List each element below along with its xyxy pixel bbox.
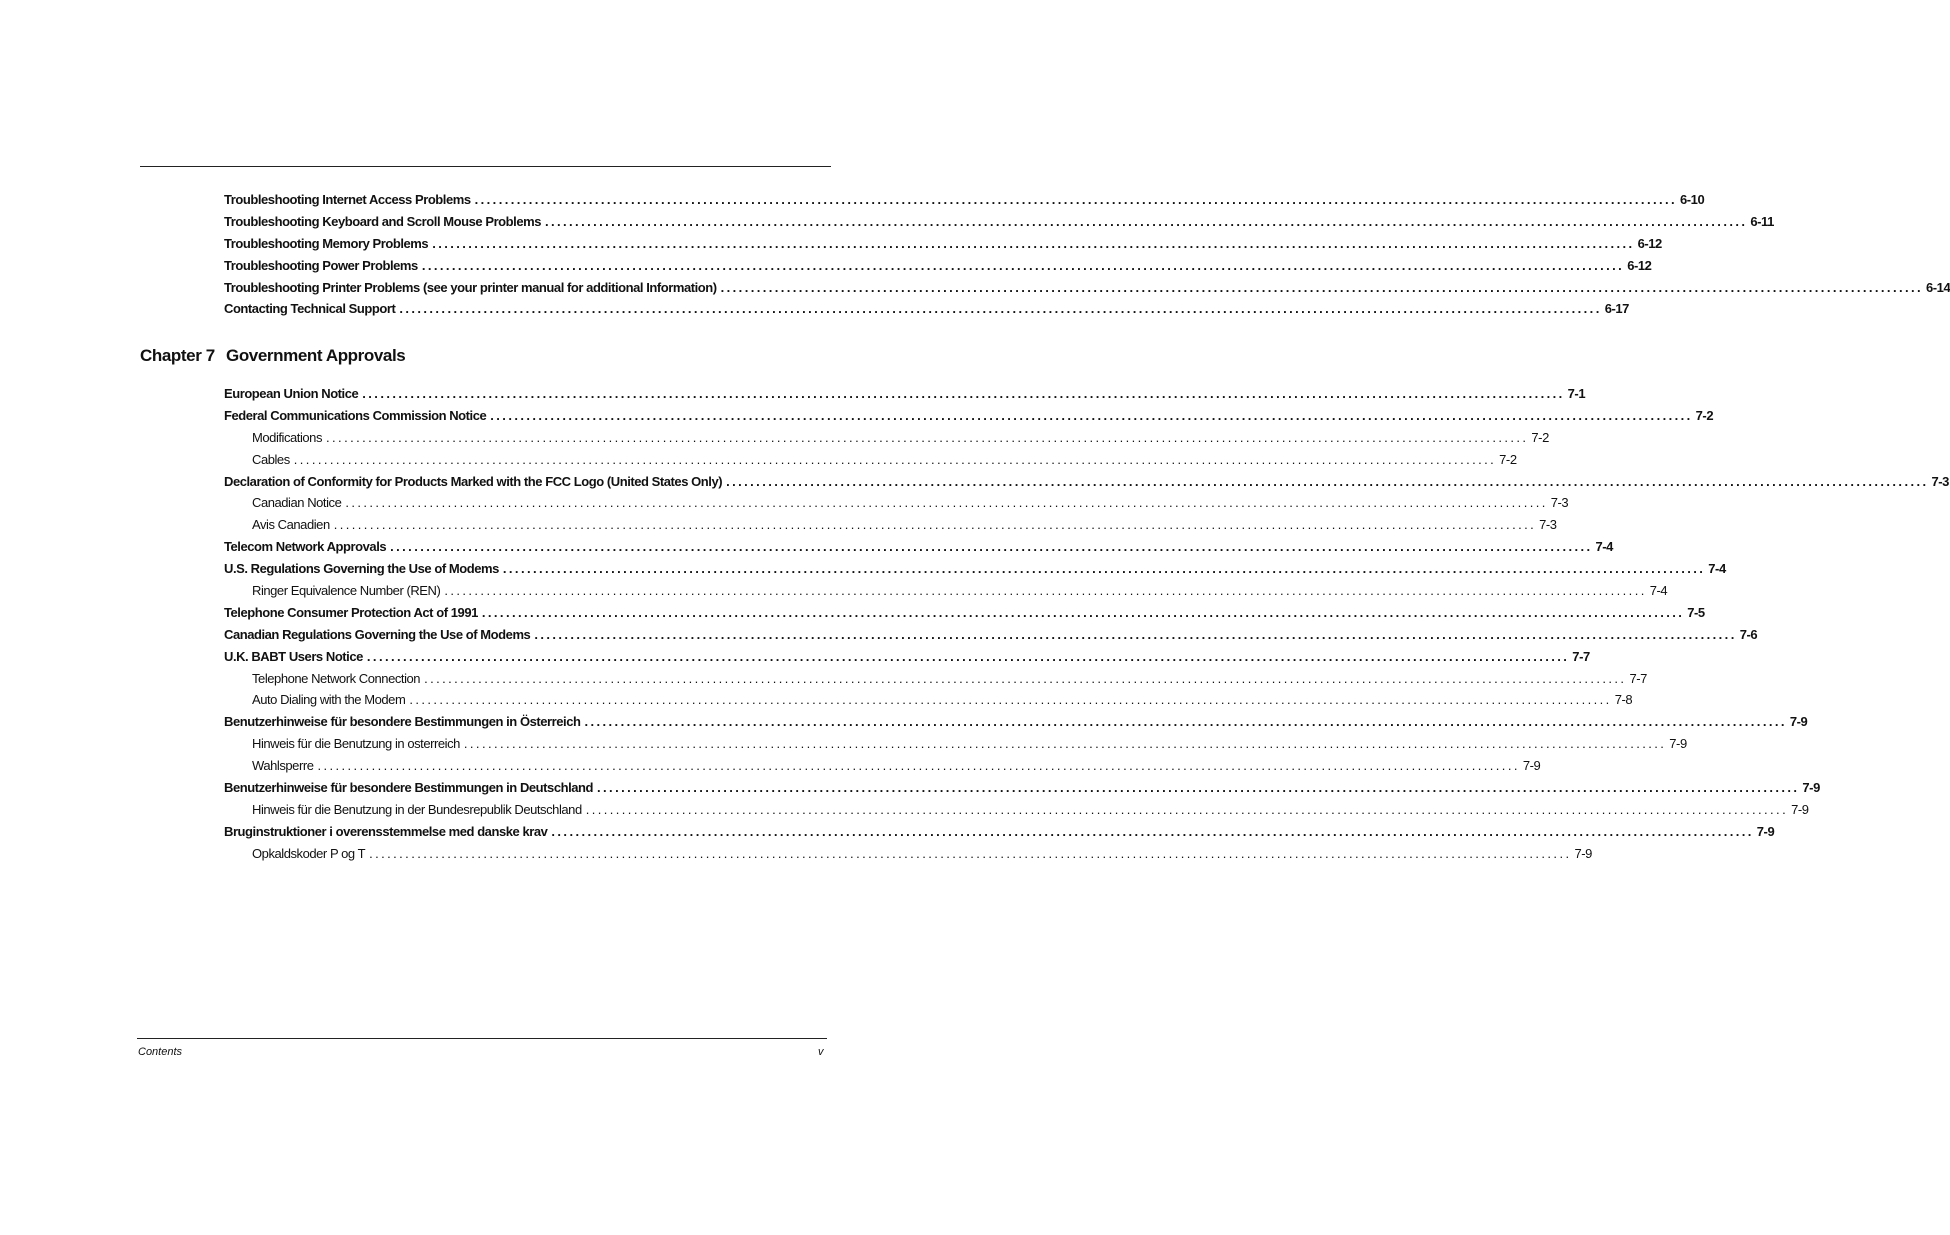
toc-entry-page: 7-4 xyxy=(1708,561,1726,577)
toc-entry-title: Telephone Network Connection xyxy=(252,670,421,686)
toc-dot-leader: ........................................................................................................................................................................................................ xyxy=(720,279,1924,295)
toc-entry[interactable] xyxy=(224,427,1549,449)
toc-entry[interactable] xyxy=(224,668,1647,690)
toc-entry-page: 7-4 xyxy=(1595,539,1613,555)
toc-dot-leader: ........................................................................................................................................................................................................ xyxy=(366,648,1570,664)
toc-dot-leader: ........................................................................................................................................................................................................ xyxy=(432,235,1635,251)
toc-dot-leader: ........................................................................................................................................................................................................ xyxy=(333,517,1537,533)
toc-entry-title: Benutzerhinweise für besondere Bestimmungen in Österreich xyxy=(224,714,581,730)
toc-dot-leader: ........................................................................................................................................................................................................ xyxy=(293,451,1497,467)
toc-entry-title: Cables xyxy=(252,451,290,467)
toc-entry-page: 7-9 xyxy=(1756,823,1775,839)
toc-dot-leader: ........................................................................................................................................................................................................ xyxy=(424,670,1627,686)
footer-page-number: v xyxy=(818,1046,824,1058)
toc-entry[interactable] xyxy=(224,558,1726,580)
toc-entry-title: Avis Canadien xyxy=(252,517,330,533)
toc-dot-leader: ........................................................................................................................................................................................................ xyxy=(490,407,1693,423)
toc-dot-leader: ........................................................................................................................................................................................................ xyxy=(399,301,1602,317)
toc-entry-title: U.S. Regulations Governing the Use of Modems xyxy=(224,561,499,577)
toc-dot-leader: ........................................................................................................................................................................................................ xyxy=(317,758,1520,774)
toc-dot-leader: ........................................................................................................................................................................................................ xyxy=(597,780,1800,796)
toc-dot-leader: ........................................................................................................................................................................................................ xyxy=(534,626,1737,642)
toc-entry-page: 7-4 xyxy=(1649,583,1668,599)
toc-entry-title: Troubleshooting Power Problems xyxy=(224,257,418,273)
toc-dot-leader: ........................................................................................................................................................................................................ xyxy=(585,801,1789,817)
toc-entry-page: 6-12 xyxy=(1627,257,1652,273)
toc-entry-page: 7-9 xyxy=(1574,845,1592,861)
toc-entry-page: 6-14 xyxy=(1926,279,1950,295)
toc-entry-page: 7-9 xyxy=(1789,714,1808,730)
toc-entry[interactable] xyxy=(224,514,1557,536)
toc-entry-title: European Union Notice xyxy=(224,386,359,401)
toc-entry[interactable] xyxy=(224,821,1775,843)
toc-entry[interactable] xyxy=(224,233,1662,255)
toc-entry[interactable] xyxy=(224,711,1808,733)
toc-entry-title: Telecom Network Approvals xyxy=(224,539,387,555)
toc-entry-page: 7-2 xyxy=(1531,429,1549,445)
toc-entry[interactable] xyxy=(224,624,1758,646)
toc-dot-leader: ........................................................................................................................................................................................................ xyxy=(481,604,1685,620)
toc-entry[interactable] xyxy=(224,843,1592,865)
toc-entry-title: Federal Communications Commission Notice xyxy=(224,407,487,423)
toc-dot-leader: ........................................................................................................................................................................................................ xyxy=(584,714,1787,730)
toc-entry-title: Canadian Regulations Governing the Use of Modems xyxy=(224,626,531,642)
toc-dot-leader: ........................................................................................................................................................................................................ xyxy=(463,736,1667,752)
header-rule xyxy=(140,166,831,167)
toc-entry[interactable] xyxy=(224,646,1590,668)
toc-entry-title: Canadian Notice xyxy=(252,495,342,511)
toc-entry-title: Troubleshooting Printer Problems (see your printer manual for additional Information) xyxy=(224,279,717,295)
toc-dot-leader: ........................................................................................................................................................................................................ xyxy=(726,473,1929,489)
toc-entry[interactable] xyxy=(224,255,1652,277)
toc-entry[interactable] xyxy=(224,471,1949,493)
toc-entry-page: 7-9 xyxy=(1791,801,1809,817)
toc-entry-title: Ringer Equivalence Number (REN) xyxy=(252,583,441,599)
toc-entry-page: 6-12 xyxy=(1637,235,1662,251)
toc-dot-leader: ........................................................................................................................................................................................................ xyxy=(326,429,1529,445)
toc-entry[interactable] xyxy=(224,211,1774,233)
toc-entry-title: Benutzerhinweise für besondere Bestimmungen in Deutschland xyxy=(224,780,594,796)
toc-entry-title: Hinweis für die Benutzung in der Bundesrepublik Deutschland xyxy=(252,801,582,817)
toc-chapter-list xyxy=(224,383,1949,865)
toc-entry-page: 7-2 xyxy=(1499,451,1517,467)
toc-dot-leader: ........................................................................................................................................................................................................ xyxy=(345,495,1548,511)
toc-entry[interactable] xyxy=(224,298,1629,320)
toc-entry[interactable] xyxy=(224,189,1705,211)
toc-entry[interactable] xyxy=(224,602,1705,624)
footer-rule xyxy=(137,1038,827,1039)
toc-entry-page: 7-9 xyxy=(1802,780,1820,796)
toc-entry-title: Auto Dialing with the Modem xyxy=(252,692,406,708)
toc-entry-title: Bruginstruktioner i overensstemmelse med danske krav xyxy=(224,823,548,839)
toc-entry-page: 7-2 xyxy=(1695,407,1714,423)
toc-dot-leader: ........................................................................................................................................................................................................ xyxy=(369,845,1572,861)
toc-dot-leader: ........................................................................................................................................................................................................ xyxy=(502,561,1706,577)
toc-entry[interactable] xyxy=(224,383,1586,405)
toc-entry[interactable] xyxy=(224,755,1541,777)
toc-entry-title: Contacting Technical Support xyxy=(224,301,396,317)
toc-entry-title: Troubleshooting Keyboard and Scroll Mouse Problems xyxy=(224,213,541,229)
chapter-number: Chapter 7 xyxy=(140,346,215,365)
chapter-title: Government Approvals xyxy=(226,346,406,365)
toc-entry-page: 7-7 xyxy=(1572,648,1590,664)
toc-entry-title: Opkaldskoder P og T xyxy=(252,845,366,861)
toc-entry-page: 6-17 xyxy=(1604,301,1629,317)
toc-entry-title: Troubleshooting Memory Problems xyxy=(224,235,429,251)
toc-entry-page: 6-10 xyxy=(1680,192,1705,207)
toc-entry-page: 6-11 xyxy=(1750,213,1774,229)
toc-entry[interactable] xyxy=(224,277,1950,299)
toc-entry-page: 7-3 xyxy=(1931,473,1949,489)
toc-entry[interactable] xyxy=(224,799,1809,821)
toc-dot-leader: ........................................................................................................................................................................................................ xyxy=(444,583,1647,599)
toc-entry[interactable] xyxy=(224,449,1517,471)
toc-entry-title: Wahlsperre xyxy=(252,758,314,774)
toc-entry-title: Declaration of Conformity for Products Marked with the FCC Logo (United States Only) xyxy=(224,473,723,489)
toc-entry-page: 7-3 xyxy=(1550,495,1569,511)
toc-entry-title: Hinweis für die Benutzung in osterreich xyxy=(252,736,460,752)
toc-entry-title: Telephone Consumer Protection Act of 1991 xyxy=(224,604,478,620)
toc-dot-leader: ........................................................................................................................................................................................................ xyxy=(545,213,1748,229)
toc-entry-title: Modifications xyxy=(252,429,323,445)
toc-entry-page: 7-6 xyxy=(1739,626,1758,642)
toc-entry-page: 7-1 xyxy=(1567,386,1586,401)
toc-dot-leader: ........................................................................................................................................................................................................ xyxy=(409,692,1612,708)
toc-entry-title: U.K. BABT Users Notice xyxy=(224,648,363,664)
chapter-heading xyxy=(140,344,405,368)
toc-entry[interactable] xyxy=(224,689,1633,711)
toc-entry-page: 7-8 xyxy=(1614,692,1633,708)
toc-entry-page: 7-5 xyxy=(1687,604,1705,620)
toc-entry-page: 7-3 xyxy=(1539,517,1557,533)
toc-continued-list xyxy=(224,189,1950,320)
toc-entry[interactable] xyxy=(224,405,1714,427)
toc-dot-leader: ........................................................................................................................................................................................................ xyxy=(390,539,1593,555)
toc-entry-page: 7-7 xyxy=(1629,670,1647,686)
toc-entry-page: 7-9 xyxy=(1522,758,1541,774)
toc-entry-title: Troubleshooting Internet Access Problems xyxy=(224,192,471,207)
toc-entry[interactable] xyxy=(224,733,1687,755)
toc-entry[interactable] xyxy=(224,536,1613,558)
toc-entry[interactable] xyxy=(224,777,1820,799)
toc-dot-leader: ........................................................................................................................................................................................................ xyxy=(474,192,1678,207)
toc-dot-leader: ........................................................................................................................................................................................................ xyxy=(551,823,1754,839)
footer-section-label: Contents xyxy=(138,1046,183,1058)
toc-dot-leader: ........................................................................................................................................................................................................ xyxy=(421,257,1625,273)
toc-dot-leader: ........................................................................................................................................................................................................ xyxy=(362,386,1565,401)
toc-entry-page: 7-9 xyxy=(1669,736,1687,752)
toc-entry[interactable] xyxy=(224,580,1668,602)
toc-entry[interactable] xyxy=(224,492,1569,514)
